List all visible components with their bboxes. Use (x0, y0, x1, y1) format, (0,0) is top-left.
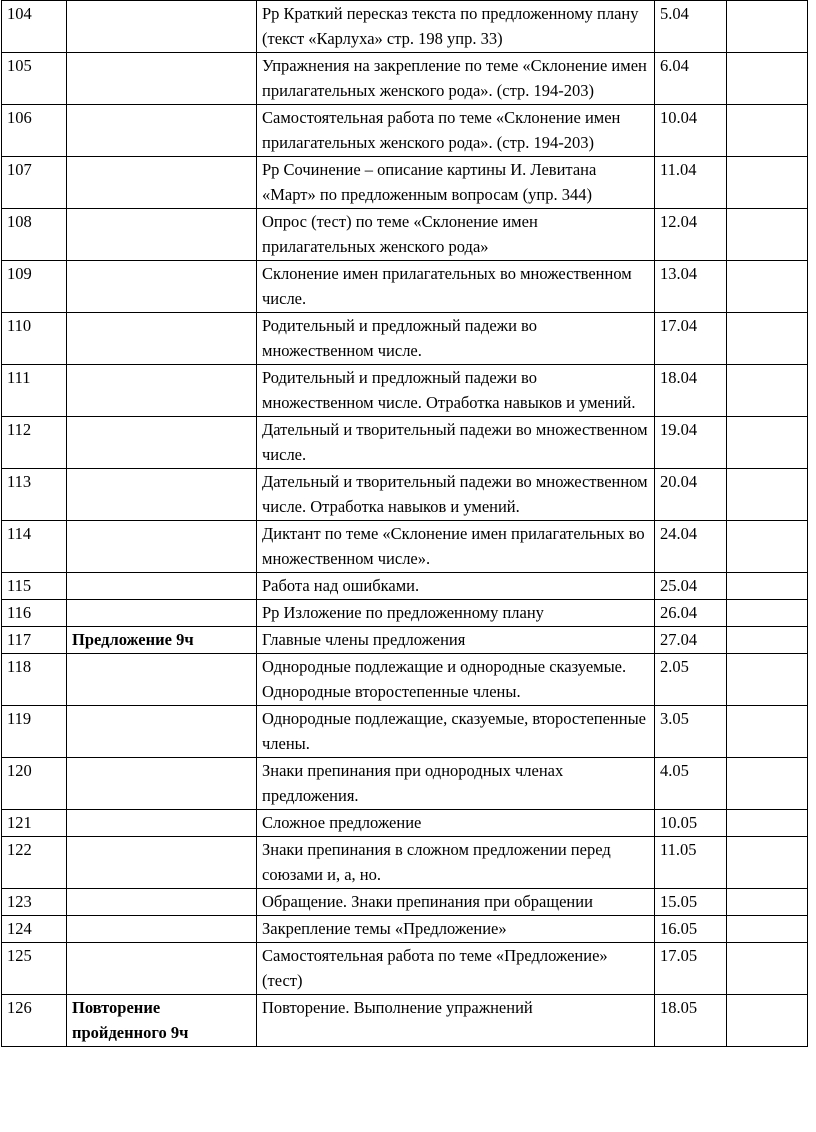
lesson-number: 117 (2, 627, 67, 654)
table-row (2, 521, 808, 573)
lesson-number: 115 (2, 573, 67, 600)
lesson-number: 118 (2, 654, 67, 706)
notes-cell (727, 105, 808, 157)
lesson-date: 26.04 (655, 600, 727, 627)
table-row (2, 469, 808, 521)
lesson-number: 121 (2, 810, 67, 837)
lesson-date: 19.04 (655, 417, 727, 469)
section-title (67, 365, 257, 417)
lesson-date: 17.05 (655, 943, 727, 995)
lesson-topic: Повторение. Выполнение упражнений (257, 995, 655, 1047)
notes-cell (727, 889, 808, 916)
table-row (2, 758, 808, 810)
notes-cell (727, 837, 808, 889)
lesson-number: 109 (2, 261, 67, 313)
table-row (2, 53, 808, 105)
lesson-date: 13.04 (655, 261, 727, 313)
lesson-topic: Знаки препинания в сложном предложении перед союзами и, а, но. (257, 837, 655, 889)
table-row (2, 810, 808, 837)
lesson-number: 112 (2, 417, 67, 469)
notes-cell (727, 810, 808, 837)
section-title (67, 573, 257, 600)
notes-cell (727, 654, 808, 706)
section-title (67, 916, 257, 943)
lesson-topic: Рр Изложение по предложенному плану (257, 600, 655, 627)
lesson-topic: Сложное предложение (257, 810, 655, 837)
lesson-number: 116 (2, 600, 67, 627)
lesson-topic: Родительный и предложный падежи во множественном числе. Отработка навыков и умений. (257, 365, 655, 417)
lesson-number: 113 (2, 469, 67, 521)
notes-cell (727, 916, 808, 943)
lesson-topic: Опрос (тест) по теме «Склонение имен прилагательных женского рода» (257, 209, 655, 261)
section-title (67, 706, 257, 758)
lesson-number: 122 (2, 837, 67, 889)
table-row (2, 209, 808, 261)
notes-cell (727, 1, 808, 53)
lesson-topic: Однородные подлежащие, сказуемые, второстепенные члены. (257, 706, 655, 758)
lesson-topic: Рр Краткий пересказ текста по предложенному плану (текст «Карлуха» стр. 198 упр. 33) (257, 1, 655, 53)
lesson-date: 12.04 (655, 209, 727, 261)
lesson-topic: Главные члены предложения (257, 627, 655, 654)
table-row (2, 837, 808, 889)
table-row (2, 261, 808, 313)
lesson-topic: Закрепление темы «Предложение» (257, 916, 655, 943)
table-row (2, 313, 808, 365)
lesson-topic: Диктант по теме «Склонение имен прилагательных во множественном числе». (257, 521, 655, 573)
notes-cell (727, 943, 808, 995)
section-title (67, 1, 257, 53)
table-row (2, 627, 808, 654)
lesson-date: 15.05 (655, 889, 727, 916)
lesson-date: 16.05 (655, 916, 727, 943)
lesson-number: 114 (2, 521, 67, 573)
table-row (2, 889, 808, 916)
notes-cell (727, 53, 808, 105)
lesson-topic: Склонение имен прилагательных во множественном числе. (257, 261, 655, 313)
lesson-number: 119 (2, 706, 67, 758)
lesson-date: 11.04 (655, 157, 727, 209)
lesson-topic: Знаки препинания при однородных членах предложения. (257, 758, 655, 810)
lesson-date: 4.05 (655, 758, 727, 810)
notes-cell (727, 600, 808, 627)
section-title (67, 157, 257, 209)
notes-cell (727, 157, 808, 209)
lesson-topic: Работа над ошибками. (257, 573, 655, 600)
lesson-number: 107 (2, 157, 67, 209)
table-row (2, 995, 808, 1047)
table-row (2, 105, 808, 157)
lesson-number: 123 (2, 889, 67, 916)
notes-cell (727, 758, 808, 810)
section-title (67, 53, 257, 105)
lesson-topic: Дательный и творительный падежи во множественном числе. Отработка навыков и умений. (257, 469, 655, 521)
table-row (2, 573, 808, 600)
table-row (2, 654, 808, 706)
lesson-topic: Самостоятельная работа по теме «Предложение» (тест) (257, 943, 655, 995)
section-title (67, 837, 257, 889)
section-title (67, 810, 257, 837)
notes-cell (727, 261, 808, 313)
table-row (2, 943, 808, 995)
section-title (67, 313, 257, 365)
section-title (67, 469, 257, 521)
lesson-topic: Упражнения на закрепление по теме «Склонение имен прилагательных женского рода». (стр. 194-203) (257, 53, 655, 105)
lesson-number: 111 (2, 365, 67, 417)
lesson-number: 104 (2, 1, 67, 53)
lesson-number: 106 (2, 105, 67, 157)
lesson-date: 3.05 (655, 706, 727, 758)
notes-cell (727, 469, 808, 521)
lesson-date: 10.05 (655, 810, 727, 837)
lesson-topic: Обращение. Знаки препинания при обращении (257, 889, 655, 916)
lesson-date: 24.04 (655, 521, 727, 573)
lesson-date: 27.04 (655, 627, 727, 654)
table-row (2, 1, 808, 53)
lesson-date: 2.05 (655, 654, 727, 706)
lesson-date: 5.04 (655, 1, 727, 53)
section-title (67, 417, 257, 469)
lesson-number: 126 (2, 995, 67, 1047)
section-title (67, 758, 257, 810)
notes-cell (727, 706, 808, 758)
table-row (2, 600, 808, 627)
notes-cell (727, 209, 808, 261)
table-row (2, 706, 808, 758)
lesson-topic: Родительный и предложный падежи во множественном числе. (257, 313, 655, 365)
section-title (67, 521, 257, 573)
notes-cell (727, 417, 808, 469)
lesson-number: 110 (2, 313, 67, 365)
lesson-number: 108 (2, 209, 67, 261)
lesson-number: 105 (2, 53, 67, 105)
section-title (67, 209, 257, 261)
section-title (67, 943, 257, 995)
lesson-date: 6.04 (655, 53, 727, 105)
section-title: Повторение пройденного 9ч (67, 995, 257, 1047)
section-title (67, 600, 257, 627)
notes-cell (727, 313, 808, 365)
lesson-date: 25.04 (655, 573, 727, 600)
notes-cell (727, 995, 808, 1047)
notes-cell (727, 365, 808, 417)
lesson-date: 10.04 (655, 105, 727, 157)
table-body (2, 1, 808, 1047)
lesson-topic: Рр Сочинение – описание картины И. Левитана «Март» по предложенным вопросам (упр. 344) (257, 157, 655, 209)
lesson-number: 124 (2, 916, 67, 943)
section-title (67, 105, 257, 157)
lesson-plan-table (1, 0, 808, 1047)
lesson-number: 125 (2, 943, 67, 995)
notes-cell (727, 627, 808, 654)
table-row (2, 157, 808, 209)
table-row (2, 365, 808, 417)
lesson-date: 17.04 (655, 313, 727, 365)
section-title: Предложение 9ч (67, 627, 257, 654)
lesson-topic: Самостоятельная работа по теме «Склонение имен прилагательных женского рода». (стр. 194-203) (257, 105, 655, 157)
section-title (67, 261, 257, 313)
section-title (67, 654, 257, 706)
lesson-number: 120 (2, 758, 67, 810)
notes-cell (727, 521, 808, 573)
notes-cell (727, 573, 808, 600)
table-row (2, 417, 808, 469)
lesson-date: 18.05 (655, 995, 727, 1047)
lesson-topic: Однородные подлежащие и однородные сказуемые. Однородные второстепенные члены. (257, 654, 655, 706)
lesson-date: 20.04 (655, 469, 727, 521)
lesson-topic: Дательный и творительный падежи во множественном числе. (257, 417, 655, 469)
section-title (67, 889, 257, 916)
lesson-date: 11.05 (655, 837, 727, 889)
table-row (2, 916, 808, 943)
lesson-date: 18.04 (655, 365, 727, 417)
